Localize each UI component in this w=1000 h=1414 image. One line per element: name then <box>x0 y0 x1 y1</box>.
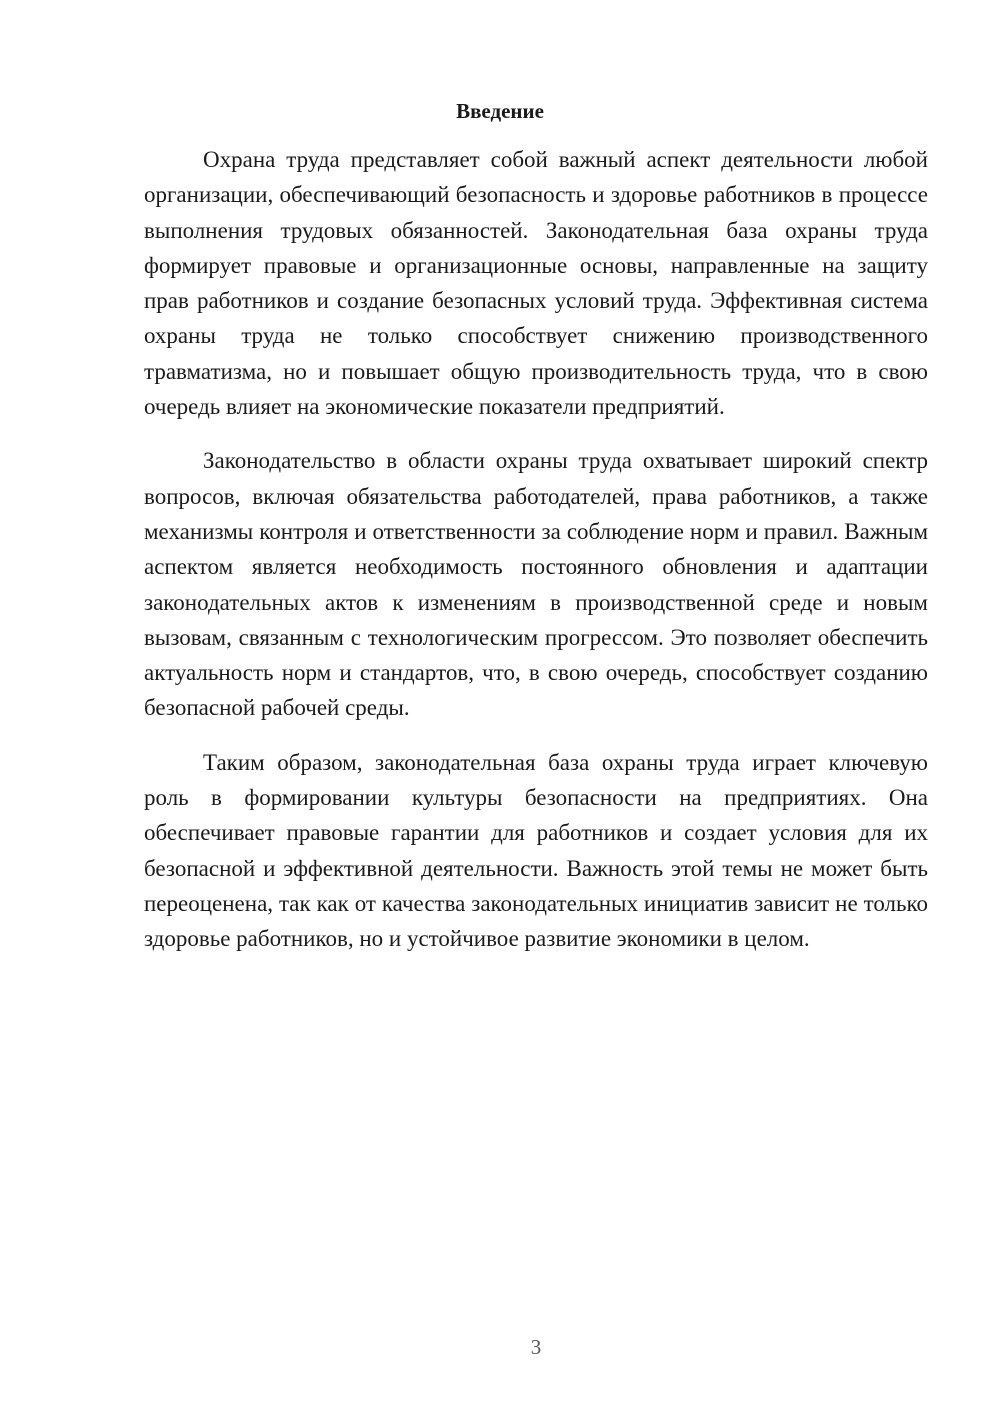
section-heading: Введение <box>456 99 544 123</box>
paragraph-2: Законодательство в области охраны труда охватывает широкий спектр вопросов, включая обязательства работодателей, права работников, а также механизмы контроля и ответственности за соблюдение норм и правил. Важным аспектом является необходимость постоянного обновления и адаптации законодательных актов к изменениям в производственной среде и новым вызовам, связанным с технологическим прогрессом. Это позволяет обеспечить актуальность норм и стандартов, что, в свою очередь, способствует созданию безопасной рабочей среды. <box>144 448 928 721</box>
paragraph-1: Охрана труда представляет собой важный аспект деятельности любой организации, обеспечивающий безопасность и здоровье работников в процессе выполнения трудовых обязанностей. Законодательная база охраны труда формирует правовые и организационные основы, направленные на защиту прав работников и создание безопасных условий труда. Эффективная система охраны труда не только способствует снижению производственного травматизма, но и повышает общую производительность труда, что в свою очередь влияет на экономические показатели предприятий. <box>144 147 928 420</box>
paragraph-3: Таким образом, законодательная база охраны труда играет ключевую роль в формировании культуры безопасности на предприятиях. Она обеспечивает правовые гарантии для работников и создает условия для их безопасной и эффективной деятельности. Важность этой темы не может быть переоценена, так как от качества законодательных инициатив зависит не только здоровье работников, но и устойчивое развитие экономики в целом. <box>144 749 928 952</box>
page-number: 3 <box>530 1335 542 1359</box>
body-text <box>144 142 928 976</box>
